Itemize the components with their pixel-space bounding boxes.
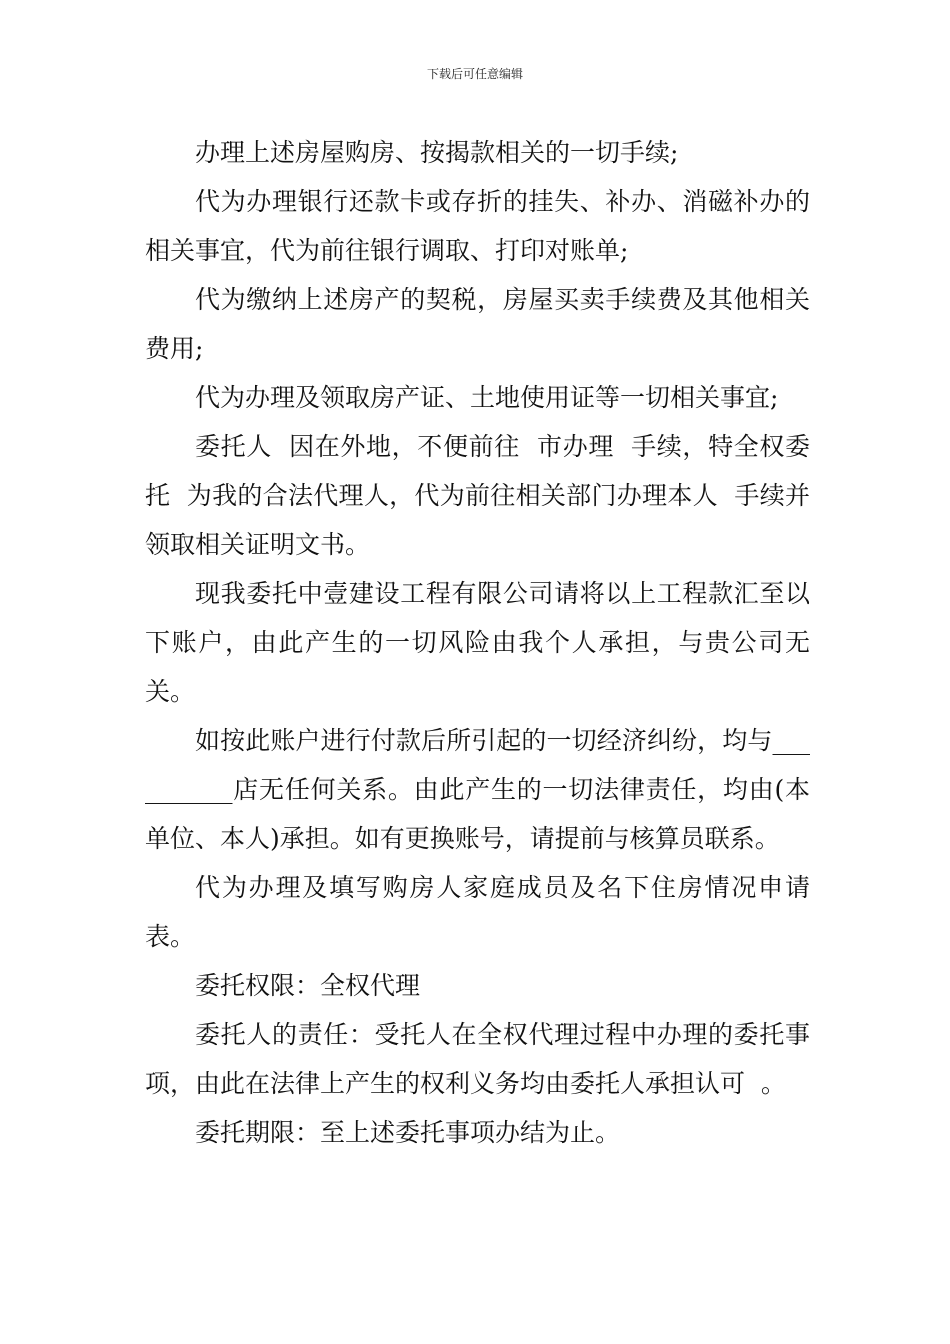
paragraph-authority-scope: 委托权限：全权代理	[195, 971, 421, 1000]
paragraph-entrustment-statement: 委托人 因在外地，不便前往 市办理 手续，特全权委托 为我的合法代理人，代为前往相关部门办理本人 手续并领取相关证明文书。	[145, 432, 810, 559]
paragraph-payment-account: 现我委托中壹建设工程有限公司请将以上工程款汇至以下账户，由此产生的一切风险由我个人承担，与贵公司无关。	[145, 579, 810, 706]
document-body	[145, 128, 810, 1157]
paragraph-dispute-liability: 如按此账户进行付款后所引起的一切经济纠纷，均与__________店无任何关系。由此产生的一切法律责任，均由(本单位、本人)承担。如有更换账号，请提前与核算员联系。	[145, 726, 810, 853]
paragraph-tax-and-fees: 代为缴纳上述房产的契税，房屋买卖手续费及其他相关费用;	[145, 285, 810, 363]
paragraph-principal-responsibility: 委托人的责任：受托人在全权代理过程中办理的委托事项，由此在法律上产生的权利义务均由委托人承担认可 。	[145, 1020, 810, 1098]
paragraph-property-certificates: 代为办理及领取房产证、土地使用证等一切相关事宜;	[195, 383, 779, 412]
paragraph-bank-card-handling: 代为办理银行还款卡或存折的挂失、补办、消磁补办的相关事宜，代为前往银行调取、打印对账单;	[145, 187, 810, 265]
paragraph-housing-application: 代为办理及填写购房人家庭成员及名下住房情况申请表。	[145, 873, 810, 951]
paragraph-entrustment-period: 委托期限：至上述委托事项办结为止。	[195, 1118, 621, 1147]
paragraph-purchase-procedures: 办理上述房屋购房、按揭款相关的一切手续;	[195, 138, 679, 167]
page-header-note: 下载后可任意编辑	[426, 67, 523, 81]
